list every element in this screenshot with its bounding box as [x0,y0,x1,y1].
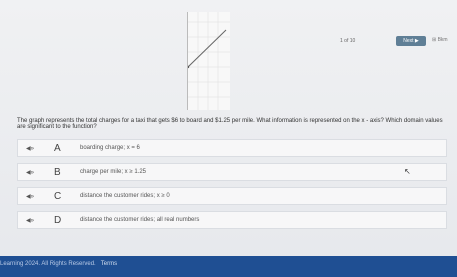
page-indicator: 1 of 10 [340,38,356,44]
answer-text: distance the customer rides; x ≥ 0 [80,193,170,199]
answer-letter: B [54,167,61,178]
answer-option-b[interactable] [17,163,447,181]
copyright-text: Learning 2024. All Rights Reserved. [0,261,96,267]
mouse-cursor-icon: ↖ [404,167,411,176]
graph-figure [187,12,230,110]
answer-letter: A [54,143,61,154]
next-button[interactable]: Next ▶ [396,36,426,46]
speaker-icon[interactable]: ◀» [26,194,34,200]
footer-bar [0,256,457,277]
answer-option-a[interactable] [17,139,447,157]
speaker-icon[interactable]: ◀» [26,146,34,152]
terms-link[interactable]: Terms [100,261,118,267]
top-toolbar [300,36,457,50]
graph-line [188,30,226,67]
speaker-icon[interactable]: ◀» [26,218,34,224]
answer-letter: C [54,191,62,202]
bookmark-button[interactable]: ⊞ Bkm [432,37,448,43]
answer-text: charge per mile; x ≥ 1.25 [80,169,146,175]
answer-text: boarding charge; x = 6 [80,145,140,151]
answer-option-c[interactable] [17,187,447,205]
graph-svg [188,12,230,110]
answer-option-d[interactable] [17,211,447,229]
answer-letter: D [54,215,62,226]
question-text: The graph represents the total charges for a taxi that gets $6 to board and $1.25 per mile. What information is represented on the x - axis? Which domain values are significant to the function? [17,118,443,130]
answer-text: distance the customer rides; all real numbers [80,217,200,223]
speaker-icon[interactable]: ◀» [26,170,34,176]
footer-text [0,261,117,267]
